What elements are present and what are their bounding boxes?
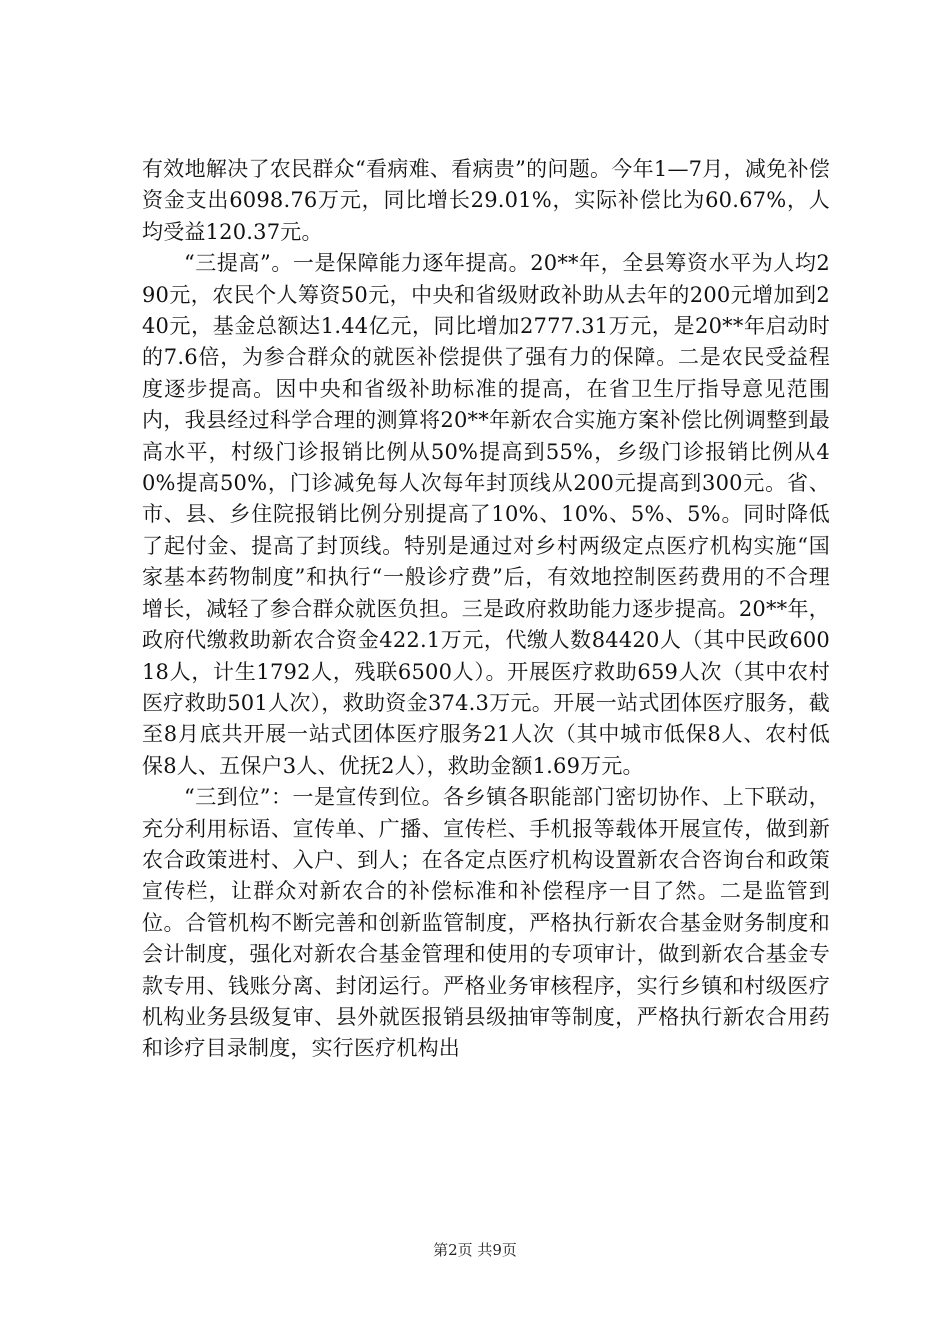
- paragraph-2: “三提高”。一是保障能力逐年提高。20**年，全县筹资水平为人均290元，农民个人筹资50元，中央和省级财政补助从去年的200元增加到240元，基金总额达1.44亿元，同比增加2777.31万元，是20**年启动时的7.6倍，为参合群众的就医补偿提供了强有力的保障。二是农民受益程度逐步提高。因中央和省级补助标准的提高，在省卫生厅指导意见范围内，我县经过科学合理的测算将20**年新农合实施方案补偿比例调整到最高水平，村级门诊报销比例从50%提高到55%，乡级门诊报销比例从40%提高50%，门诊减免每人次每年封顶线从200元提高到300元。省、市、县、乡住院报销比例分别提高了10%、10%、5%、5%。同时降低了起付金、提高了封顶线。特别是通过对乡村两级定点医疗机构实施“国家基本药物制度”和执行“一般诊疗费”后，有效地控制医药费用的不合理增长，减轻了参合群众就医负担。三是政府救助能力逐步提高。20**年，政府代缴救助新农合资金422.1万元，代缴人数84420人（其中民政60018人，计生1792人，残联6500人）。开展医疗救助659人次（其中农村医疗救助501人次），救助资金374.3万元。开展一站式团体医疗服务，截至8月底共开展一站式团体医疗服务21人次（其中城市低保8人、农村低保8人、五保户3人、优抚2人），救助金额1.69万元。: [142, 251, 830, 778]
- paragraph-1: 有效地解决了农民群众“看病难、看病贵”的问题。今年1—7月，减免补偿资金支出6098.76万元，同比增长29.01%，实际补偿比为60.67%，人均受益120.37元。: [142, 157, 830, 244]
- page-footer: 第2页 共9页: [433, 1241, 517, 1259]
- paragraph-3: “三到位”：一是宣传到位。各乡镇各职能部门密切协作、上下联动，充分利用标语、宣传单、广播、宣传栏、手机报等载体开展宣传，做到新农合政策进村、入户、到人；在各定点医疗机构设置新农合咨询台和政策宣传栏，让群众对新农合的补偿标准和补偿程序一目了然。二是监管到位。合管机构不断完善和创新监管制度，严格执行新农合基金财务制度和会计制度，强化对新农合基金管理和使用的专项审计，做到新农合基金专款专用、钱账分离、封闭运行。严格业务审核程序，实行乡镇和村级医疗机构业务县级复审、县外就医报销县级抽审等制度，严格执行新农合用药和诊疗目录制度，实行医疗机构出: [142, 785, 830, 1061]
- document-body: [142, 154, 830, 1065]
